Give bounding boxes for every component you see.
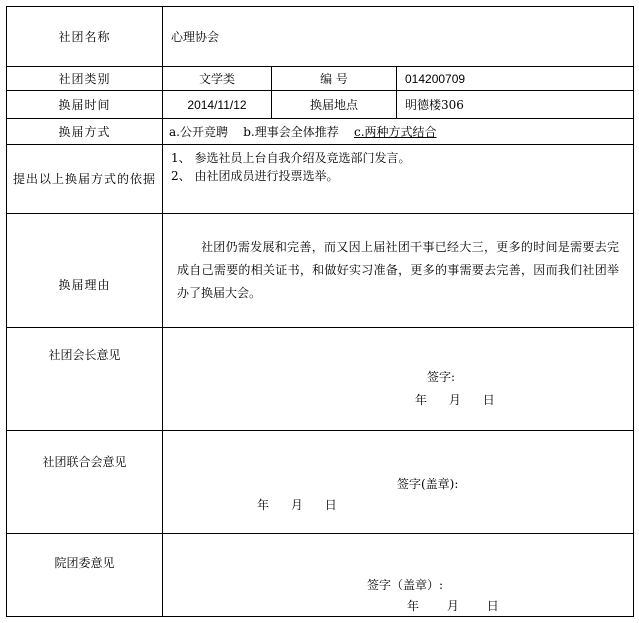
president-date-month: 月: [448, 393, 461, 407]
committee-opinion-label: 院团委意见: [54, 556, 115, 570]
reason-label: 换届理由: [7, 214, 163, 328]
committee-date-month: 月: [446, 599, 459, 613]
committee-opinion-area: [163, 534, 634, 617]
committee-date-year: 年: [407, 599, 420, 613]
row-president-opinion: [7, 328, 634, 431]
president-date-day: 日: [482, 393, 495, 407]
basis-content: [163, 145, 634, 214]
row-club-type: [7, 67, 634, 91]
reason-content: [163, 214, 634, 328]
president-opinion-area: [163, 328, 634, 431]
basis-label: 提出以上换届方式的依据: [7, 145, 163, 214]
president-date: [415, 391, 495, 408]
club-renewal-form-table: [6, 6, 634, 617]
row-federation-opinion: [7, 431, 634, 534]
federation-date: [257, 496, 337, 513]
method-option-c: c.两种方式结合: [354, 125, 437, 139]
renewal-time-value: 2014/11/12: [163, 91, 272, 119]
renewal-place-value: 明德楼306: [397, 91, 634, 119]
reason-text: 社团仍需发展和完善，而又因上届社团干事已经大三，更多的时间是需要去完成自己需要的相关证书，和做好实习准备，更多的事需要去完善，因而我们社团举办了换届大会。: [177, 240, 620, 300]
row-committee-opinion: [7, 534, 634, 617]
club-type-value: 文学类: [163, 67, 272, 91]
renewal-method-options: [163, 119, 634, 145]
method-option-a: a.公开竞聘: [169, 125, 228, 139]
method-option-b: b.理事会全体推荐: [243, 125, 339, 139]
basis-item-2: 2、 由社团成员进行投票选举。: [171, 169, 339, 183]
renewal-method-label: 换届方式: [7, 119, 163, 145]
serial-label: 编 号: [272, 67, 397, 91]
row-renewal-method: [7, 119, 634, 145]
committee-opinion-label-cell: [7, 534, 163, 617]
federation-opinion-label-cell: [7, 431, 163, 534]
serial-value: 014200709: [397, 67, 634, 91]
club-type-label: 社团类别: [7, 67, 163, 91]
basis-item-1: 1、 参选社员上台自我介绍及竞选部门发言。: [171, 151, 411, 165]
federation-date-day: 日: [324, 498, 337, 512]
federation-opinion-area: [163, 431, 634, 534]
row-club-name: [7, 7, 634, 67]
federation-opinion-label: 社团联合会意见: [42, 455, 127, 469]
president-date-year: 年: [415, 393, 428, 407]
row-basis: [7, 145, 634, 214]
renewal-place-label: 换届地点: [272, 91, 397, 119]
president-sign-label: 签字:: [427, 370, 456, 384]
row-reason: [7, 214, 634, 328]
president-opinion-label-cell: [7, 328, 163, 431]
renewal-time-label: 换届时间: [7, 91, 163, 119]
committee-date: [407, 597, 499, 614]
federation-date-year: 年: [257, 498, 270, 512]
federation-date-month: 月: [290, 498, 303, 512]
president-opinion-label: 社团会长意见: [48, 348, 121, 362]
club-name-value: 心理协会: [163, 7, 634, 67]
row-renewal-time: [7, 91, 634, 119]
committee-date-day: 日: [486, 599, 499, 613]
committee-sign-label: 签字（盖章）:: [367, 578, 444, 592]
club-name-label: 社团名称: [7, 7, 163, 67]
federation-sign-label: 签字(盖章):: [397, 477, 459, 491]
